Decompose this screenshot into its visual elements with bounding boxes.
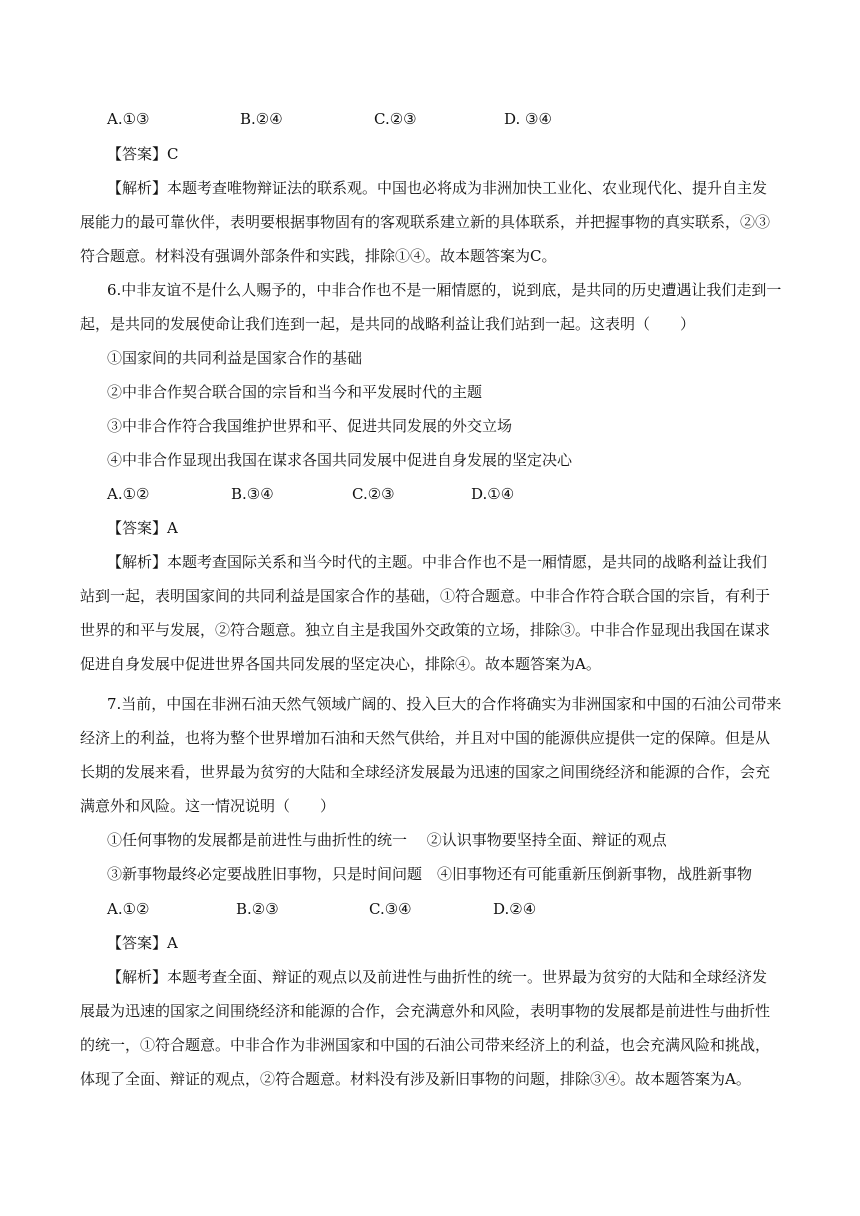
q6-option-d: D.①④ [471,485,515,503]
q7-stem-line: 长期的发展来看，世界最为贫穷的大陆和全球经济发展最为迅速的国家之间围绕经济和能源的合作，会充 [80,763,771,781]
q7-option-c: C.③④ [369,900,412,918]
q5-option-a: A.①③ [107,110,150,128]
q6-analysis-line: 促进自身发展中促进世界各国共同发展的坚定决心，排除④。故本题答案为A。 [80,655,601,673]
q7-stem-line: 7.当前，中国在非洲石油天然气领域广阔的、投入巨大的合作将确实为非洲国家和中国的石油公司带来 [107,695,782,713]
q6-stem-line: 6.中非友谊不是什么人赐予的，中非合作也不是一厢情愿的，说到底，是共同的历史遭遇让我们走到一 [107,281,782,299]
q5-analysis-line: 【解析】本题考查唯物辩证法的联系观。中国也必将成为非洲加快工业化、农业现代化、提升自主发 [107,179,768,197]
q5-option-b: B.②④ [240,110,283,128]
q6-statement-2: ②中非合作契合联合国的宗旨和当今和平发展时代的主题 [107,383,483,401]
q7-stem-line: 满意外和风险。这一情况说明（ ） [80,797,336,815]
q7-option-d: D.②④ [493,900,537,918]
q7-answer: 【答案】A [107,934,178,952]
q7-statements-row-1: ①任何事物的发展都是前进性与曲折性的统一 ②认识事物要坚持全面、辩证的观点 [107,831,667,849]
q5-analysis-line: 符合题意。材料没有强调外部条件和实践，排除①④。故本题答案为C。 [80,247,557,265]
q7-analysis-line: 的统一，①符合题意。中非合作为非洲国家和中国的石油公司带来经济上的利益，也会充满风险和挑战， [80,1036,771,1054]
q6-statement-4: ④中非合作显现出我国在谋求各国共同发展中促进自身发展的坚定决心 [107,451,573,469]
q6-analysis-line: 世界的和平与发展，②符合题意。独立自主是我国外交政策的立场，排除③。中非合作显现出我国在谋求 [80,621,771,639]
q7-option-a: A.①② [107,900,150,918]
q7-analysis-line: 【解析】本题考查全面、辩证的观点以及前进性与曲折性的统一。世界最为贫穷的大陆和全球经济发 [107,968,768,986]
q7-stem-line: 经济上的利益，也将为整个世界增加石油和天然气供给，并且对中国的能源供应提供一定的保障。但是从 [80,729,771,747]
q5-option-d: D. ③④ [504,110,552,128]
q5-option-c: C.②③ [374,110,417,128]
q7-option-b: B.②③ [236,900,279,918]
q5-answer: 【答案】C [107,145,179,163]
q6-analysis-line: 【解析】本题考查国际关系和当今时代的主题。中非合作也不是一厢情愿，是共同的战略利益让我们 [107,553,768,571]
q6-statement-3: ③中非合作符合我国维护世界和平、促进共同发展的外交立场 [107,417,513,435]
q7-statements-row-2: ③新事物最终必定要战胜旧事物，只是时间问题 ④旧事物还有可能重新压倒新事物，战胜新事物 [107,865,753,883]
q6-analysis-line: 站到一起，表明国家间的共同利益是国家合作的基础，①符合题意。中非合作符合联合国的宗旨，有利于 [80,587,771,605]
q6-option-b: B.③④ [231,485,274,503]
q5-analysis-line: 展能力的最可靠伙伴，表明要根据事物固有的客观联系建立新的具体联系，并把握事物的真实联系，②③ [80,213,771,231]
q7-analysis-line: 体现了全面、辩证的观点，②符合题意。材料没有涉及新旧事物的问题，排除③④。故本题答案为A。 [80,1070,751,1088]
q6-option-a: A.①② [107,485,150,503]
q6-option-c: C.②③ [352,485,395,503]
q6-answer: 【答案】A [107,519,178,537]
q6-stem-line: 起，是共同的发展使命让我们连到一起，是共同的战略利益让我们站到一起。这表明（ ） [80,315,696,333]
q7-analysis-line: 展最为迅速的国家之间围绕经济和能源的合作，会充满意外和风险，表明事物的发展都是前进性与曲折性 [80,1002,771,1020]
q6-statement-1: ①国家间的共同利益是国家合作的基础 [107,349,363,367]
